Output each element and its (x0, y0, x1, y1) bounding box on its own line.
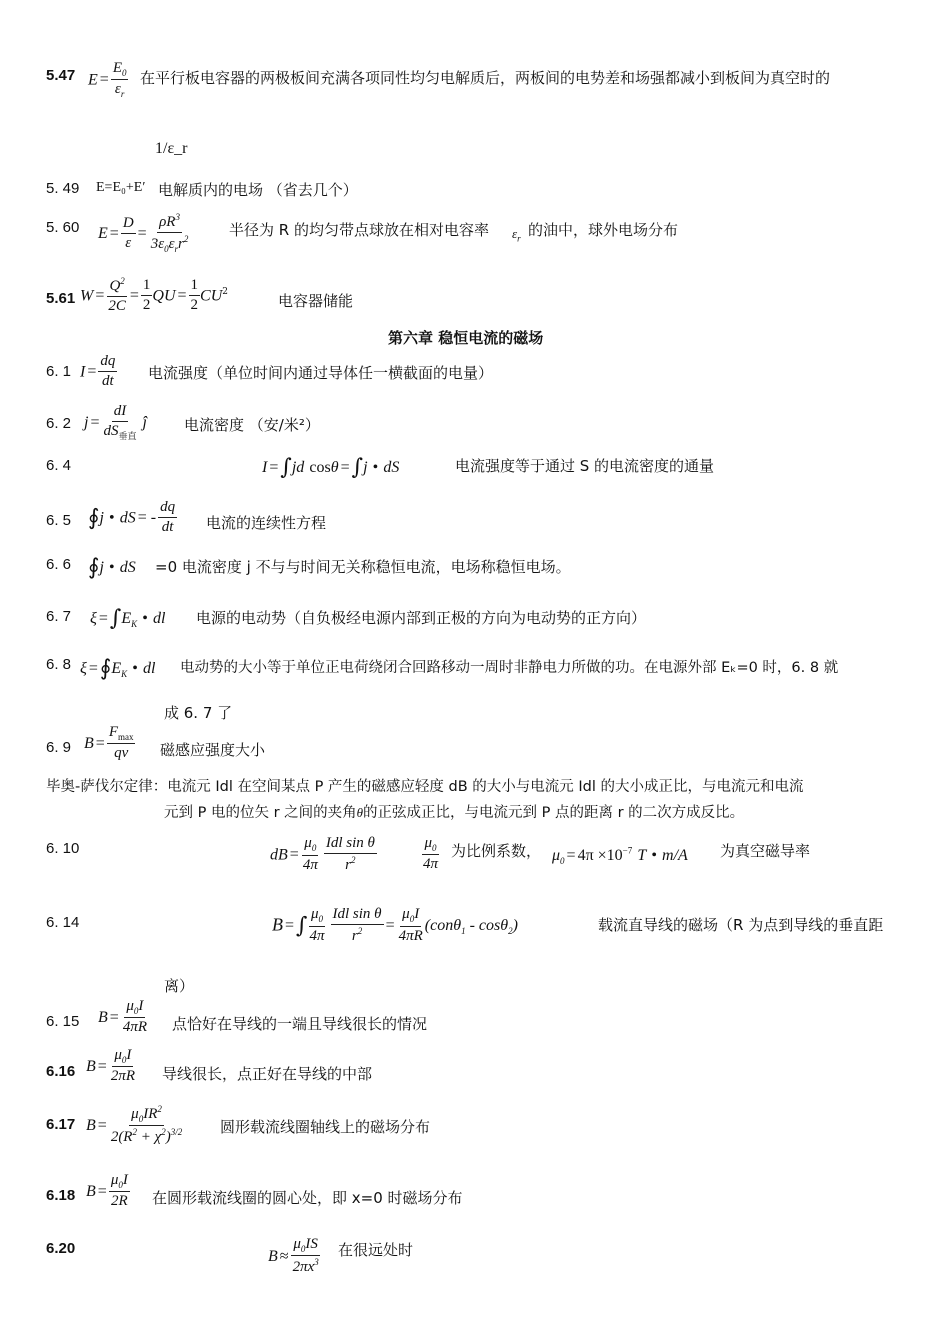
law-paragraph-line-1 (46, 775, 804, 796)
formula-6-8: $\xi =∮E_K$ • dl (80, 656, 156, 681)
formula-number-6-10: 6. 10 (46, 840, 80, 857)
formula-number-6-5: 6. 5 (46, 512, 72, 529)
formula-number-5-60: 5. 60 (46, 219, 80, 236)
formula-number-6-15: 6. 15 (46, 1013, 80, 1030)
description-6-10-b: 为真空磁导率 (720, 842, 811, 860)
formula-number-6-9: 6. 9 (46, 739, 72, 756)
description-6-6: =0 电流密度 j 不与与时间无关称稳恒电流，电场称稳恒电场。 (155, 558, 571, 576)
description-6-14: 载流直导线的磁场（R 为点到导线的垂直距 (598, 916, 884, 934)
description-6-18: 在圆形载流线圈的圆心处，即 x=0 时磁场分布 (152, 1189, 463, 1207)
continuation-6-8: 成 6. 7 了 (164, 704, 233, 722)
description-5-60-b: 的油中，球外电场分布 (528, 221, 679, 239)
formula-5-60: E = $\frac{D}{\varepsilon}$ = $\frac{\rho R^3}{3\varepsilon_0\varepsilon_rr^2}$ (98, 212, 189, 255)
formula-number-6-14: 6. 14 (46, 914, 80, 931)
formula-number-6-7: 6. 7 (46, 608, 72, 625)
description-6-2: 电流密度 （安/米²） (184, 416, 320, 434)
formula-6-20: B ≈ $\frac{\mu_0IS}{2\pi x^3}$ (268, 1236, 319, 1276)
epsilon-r-symbol: $\varepsilon_r$ (512, 226, 521, 244)
continuation-6-14: 离） (164, 977, 195, 995)
law-text-1: 电流元 Idl 在空间某点 P 产生的磁感应轻度 dB 的大小与电流元 Idl 的大小成正比，与电流元和电流 (167, 779, 804, 795)
formula-number-5-49: 5. 49 (46, 180, 80, 197)
formula-number-5-47: 5.47 (46, 67, 76, 84)
description-5-61: 电容器储能 (278, 292, 354, 310)
formula-6-18: B = $\frac{\mu_0I}{2R}$ (86, 1172, 128, 1210)
description-6-17: 圆形载流线圈轴线上的磁场分布 (220, 1118, 431, 1136)
law-paragraph-line-2: 元到 P 电的位矢 r 之间的夹角θ的正弦成正比，与电流元到 P 点的距离 r 的二次方成反比。 (164, 805, 745, 821)
formula-5-49: E=E₀+E′ (96, 180, 146, 195)
description-6-9: 磁感应强度大小 (160, 741, 266, 759)
description-6-5: 电流的连续性方程 (206, 514, 327, 532)
chapter-title: 第六章 稳恒电流的磁场 (388, 329, 544, 347)
description-6-8: 电动势的大小等于单位正电荷绕闭合回路移动一周时非静电力所做的功。在电源外部 Eₖ=0 时，6. 8 就 (180, 660, 839, 676)
law-text-2a: 元到 P 电的位矢 r 之间的夹角 (164, 805, 357, 821)
continuation-5-47: 1/ε_r (155, 140, 188, 157)
formula-number-6-1: 6. 1 (46, 363, 72, 380)
formula-6-14: B =∫ $\frac{\mu_0}{4\pi}$ $\frac{\text{Idl sin θ}}{r^2}$ = $\frac{\mu_0I}{4\pi R}$ (conθ$_1$ - cosθ$_2$) (272, 906, 518, 945)
formula-number-6-20: 6.20 (46, 1240, 76, 1257)
formula-6-2: j = $\frac{dI}{dS_{垂直}}$ ĵ (84, 403, 147, 442)
description-6-20: 在很远处时 (338, 1241, 414, 1259)
formula-number-6-2: 6. 2 (46, 415, 72, 432)
formula-6-6: ∮j • dS (88, 555, 136, 580)
law-text-2b: 的正弦成正比，与电流元到 P 点的距离 r 的二次方成反比。 (363, 805, 745, 821)
formula-6-5: ∮j • dS = - $\frac{dq}{dt}$ (88, 499, 176, 536)
formula-6-16: B = $\frac{\mu_0I}{2\pi R}$ (86, 1047, 135, 1085)
formula-number-6-16: 6.16 (46, 1063, 76, 1080)
formula-6-10: dB = $\frac{\mu_0}{4\pi}$ $\frac{\text{Idl sin θ}}{r^2}$ (270, 835, 375, 874)
formula-6-4: I =∫jd cosθ =∫j • dS (262, 455, 400, 480)
description-6-7: 电源的电动势（自负极经电源内部到正极的方向为电动势的正方向） (196, 609, 647, 627)
formula-vacuum-permeability: $\mu_0 = 4\pi \times 10^{-7}$ T • m/A (552, 845, 688, 867)
formula-5-61: W = $\frac{Q^2}{2C}$ = $\frac{1}{2}$ QU = $\frac{1}{2}$ $CU^2$ (80, 276, 229, 315)
formula-6-9: B = $\frac{F_{max}}{qv}$ (84, 724, 134, 762)
formula-number-6-6: 6. 6 (46, 556, 72, 573)
formula-number-6-17: 6.17 (46, 1116, 76, 1133)
formula-number-5-61: 5.61 (46, 290, 76, 307)
description-5-49: 电解质内的电场 （省去几个） (158, 181, 358, 199)
formula-number-6-4: 6. 4 (46, 457, 72, 474)
formula-6-7: $\xi =\int E_K$ • dl (90, 606, 166, 631)
formula-6-17: B = $\frac{\mu_0IR^2}{2(R^2 + \chi^2)^{3/2}}$ (86, 1104, 183, 1146)
formula-number-6-18: 6.18 (46, 1187, 76, 1204)
description-6-10-a: 为比例系数， (451, 842, 542, 860)
formula-mu0-over-4pi: $\frac{\mu_0}{4\pi}$ (423, 835, 439, 873)
formula-6-15: B = $\frac{\mu_0I}{4\pi R}$ (98, 998, 147, 1036)
description-6-16: 导线很长，点正好在导线的中部 (162, 1065, 373, 1083)
description-6-4: 电流强度等于通过 S 的电流密度的通量 (455, 457, 715, 475)
formula-6-1: I = $\frac{dq}{dt}$ (80, 353, 116, 390)
formula-5-47: E = $\frac{E_0}{\varepsilon_r}$ (88, 60, 127, 100)
formula-number-6-8: 6. 8 (46, 656, 72, 673)
description-5-47: 在平行板电容器的两极板间充满各项同性均匀电解质后，两板间的电势差和场强都减小到板间为真空时的 (140, 69, 831, 87)
description-6-1: 电流强度（单位时间内通过导体任一横截面的电量） (148, 364, 494, 382)
law-title: 毕奥-萨伐尔定律： (46, 779, 168, 795)
description-6-15: 点恰好在导线的一端且导线很长的情况 (172, 1015, 428, 1033)
description-5-60-a: 半径为 R 的均匀带点球放在相对电容率 (229, 221, 489, 239)
